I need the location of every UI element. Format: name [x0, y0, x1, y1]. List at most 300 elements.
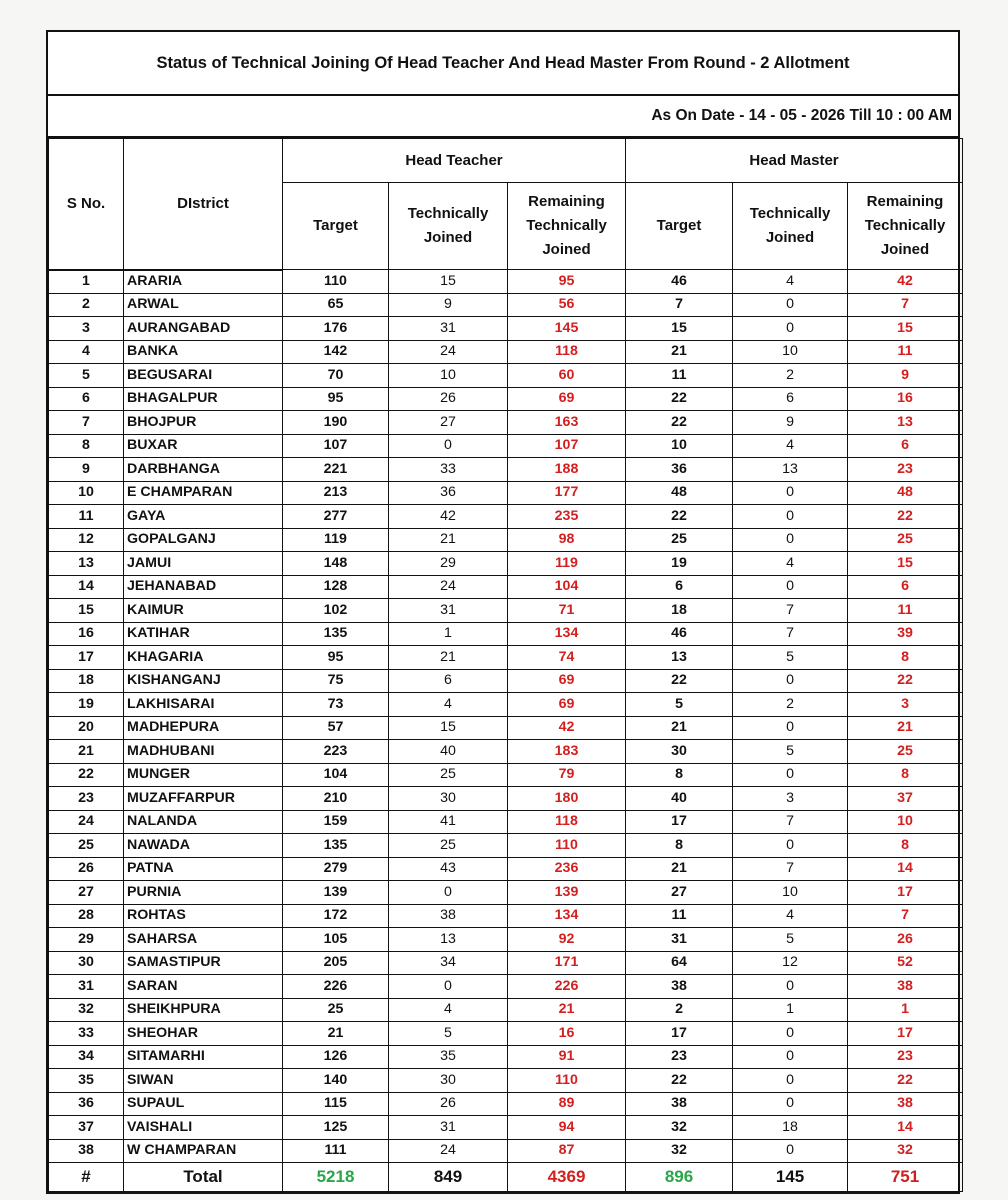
- cell-hm-remaining: 16: [848, 387, 963, 411]
- cell-hm-target: 22: [626, 411, 733, 435]
- table-row: [49, 1022, 963, 1046]
- table-row: [49, 575, 963, 599]
- cell-hm-target: 2: [626, 998, 733, 1022]
- cell-hm-joined: 6: [733, 387, 848, 411]
- cell-sno: 2: [49, 293, 124, 317]
- table-row: [49, 810, 963, 834]
- cell-ht-remaining: 171: [508, 951, 626, 975]
- header-ht-remaining-line3: Joined: [542, 241, 591, 258]
- cell-hm-joined: 0: [733, 505, 848, 529]
- cell-ht-target: 140: [283, 1069, 389, 1093]
- cell-ht-target: 279: [283, 857, 389, 881]
- cell-hm-target: 22: [626, 387, 733, 411]
- cell-ht-joined: 35: [389, 1045, 508, 1069]
- cell-sno: 4: [49, 340, 124, 364]
- cell-hm-remaining: 13: [848, 411, 963, 435]
- cell-hm-joined: 7: [733, 622, 848, 646]
- header-district: DIstrict: [124, 139, 283, 270]
- total-hm-target: 896: [626, 1163, 733, 1192]
- total-label: Total: [124, 1163, 283, 1192]
- cell-hm-remaining: 42: [848, 270, 963, 294]
- table-row: [49, 411, 963, 435]
- cell-hm-joined: 7: [733, 810, 848, 834]
- cell-hm-remaining: 39: [848, 622, 963, 646]
- cell-hm-target: 5: [626, 693, 733, 717]
- cell-hm-joined: 0: [733, 834, 848, 858]
- cell-hm-target: 48: [626, 481, 733, 505]
- cell-hm-joined: 0: [733, 293, 848, 317]
- cell-hm-target: 6: [626, 575, 733, 599]
- cell-district: GOPALGANJ: [124, 528, 283, 552]
- cell-ht-joined: 0: [389, 434, 508, 458]
- cell-hm-remaining: 15: [848, 317, 963, 341]
- cell-hm-target: 21: [626, 340, 733, 364]
- cell-ht-target: 226: [283, 975, 389, 999]
- table-row: [49, 646, 963, 670]
- cell-ht-joined: 42: [389, 505, 508, 529]
- cell-ht-target: 176: [283, 317, 389, 341]
- cell-hm-joined: 9: [733, 411, 848, 435]
- cell-hm-target: 17: [626, 810, 733, 834]
- cell-hm-remaining: 22: [848, 505, 963, 529]
- cell-ht-joined: 40: [389, 740, 508, 764]
- header-ht-joined: [389, 183, 508, 270]
- cell-ht-remaining: 180: [508, 787, 626, 811]
- cell-sno: 20: [49, 716, 124, 740]
- cell-sno: 38: [49, 1139, 124, 1163]
- table-row: [49, 505, 963, 529]
- cell-hm-target: 22: [626, 505, 733, 529]
- table-row: [49, 998, 963, 1022]
- cell-hm-target: 25: [626, 528, 733, 552]
- table-row: [49, 928, 963, 952]
- cell-hm-joined: 0: [733, 317, 848, 341]
- header-hm-remaining-line1: Remaining: [866, 193, 944, 210]
- cell-ht-joined: 24: [389, 1139, 508, 1163]
- cell-hm-remaining: 25: [848, 740, 963, 764]
- header-ht-joined-line2: Joined: [423, 229, 473, 246]
- table-row: [49, 834, 963, 858]
- cell-hm-remaining: 6: [848, 575, 963, 599]
- cell-ht-joined: 29: [389, 552, 508, 576]
- cell-district: SARAN: [124, 975, 283, 999]
- cell-ht-remaining: 79: [508, 763, 626, 787]
- cell-hm-target: 64: [626, 951, 733, 975]
- table-row: [49, 740, 963, 764]
- table-row: [49, 293, 963, 317]
- cell-ht-remaining: 107: [508, 434, 626, 458]
- table-row: [49, 881, 963, 905]
- cell-hm-target: 32: [626, 1139, 733, 1163]
- cell-ht-joined: 41: [389, 810, 508, 834]
- header-hm-remaining-line2: Technically: [864, 217, 946, 234]
- cell-district: SITAMARHI: [124, 1045, 283, 1069]
- header-sno: S No.: [49, 139, 124, 270]
- cell-ht-joined: 31: [389, 1116, 508, 1140]
- cell-hm-remaining: 11: [848, 599, 963, 623]
- cell-district: BANKA: [124, 340, 283, 364]
- cell-ht-joined: 30: [389, 787, 508, 811]
- cell-ht-joined: 24: [389, 340, 508, 364]
- cell-ht-remaining: 139: [508, 881, 626, 905]
- cell-hm-remaining: 23: [848, 1045, 963, 1069]
- cell-ht-joined: 0: [389, 881, 508, 905]
- cell-district: SAHARSA: [124, 928, 283, 952]
- cell-ht-target: 57: [283, 716, 389, 740]
- cell-ht-target: 172: [283, 904, 389, 928]
- cell-ht-target: 104: [283, 763, 389, 787]
- table-row: [49, 1116, 963, 1140]
- cell-hm-remaining: 15: [848, 552, 963, 576]
- table-body: [49, 270, 963, 1163]
- cell-district: ARWAL: [124, 293, 283, 317]
- cell-sno: 17: [49, 646, 124, 670]
- header-ht-remaining: [508, 183, 626, 270]
- cell-district: KAIMUR: [124, 599, 283, 623]
- cell-hm-joined: 3: [733, 787, 848, 811]
- cell-ht-remaining: 235: [508, 505, 626, 529]
- cell-hm-joined: 4: [733, 270, 848, 294]
- cell-district: E CHAMPARAN: [124, 481, 283, 505]
- cell-hm-target: 13: [626, 646, 733, 670]
- cell-ht-remaining: 110: [508, 834, 626, 858]
- cell-sno: 35: [49, 1069, 124, 1093]
- cell-ht-remaining: 119: [508, 552, 626, 576]
- page-title: Status of Technical Joining Of Head Teacher And Head Master From Round - 2 Allotment: [48, 32, 958, 96]
- cell-district: KISHANGANJ: [124, 669, 283, 693]
- cell-ht-target: 128: [283, 575, 389, 599]
- cell-ht-remaining: 74: [508, 646, 626, 670]
- cell-sno: 27: [49, 881, 124, 905]
- cell-ht-joined: 9: [389, 293, 508, 317]
- cell-district: GAYA: [124, 505, 283, 529]
- cell-ht-remaining: 188: [508, 458, 626, 482]
- cell-ht-target: 75: [283, 669, 389, 693]
- total-sno: #: [49, 1163, 124, 1192]
- cell-sno: 15: [49, 599, 124, 623]
- cell-ht-joined: 43: [389, 857, 508, 881]
- cell-district: BHOJPUR: [124, 411, 283, 435]
- cell-district: VAISHALI: [124, 1116, 283, 1140]
- cell-hm-joined: 0: [733, 528, 848, 552]
- cell-ht-remaining: 177: [508, 481, 626, 505]
- header-hm-joined-line2: Joined: [765, 229, 815, 246]
- cell-ht-target: 73: [283, 693, 389, 717]
- header-ht-remaining-line1: Remaining: [528, 193, 605, 210]
- cell-ht-joined: 38: [389, 904, 508, 928]
- cell-ht-target: 159: [283, 810, 389, 834]
- cell-district: SIWAN: [124, 1069, 283, 1093]
- cell-ht-joined: 6: [389, 669, 508, 693]
- cell-sno: 7: [49, 411, 124, 435]
- cell-ht-joined: 33: [389, 458, 508, 482]
- cell-ht-remaining: 95: [508, 270, 626, 294]
- cell-ht-target: 223: [283, 740, 389, 764]
- cell-sno: 33: [49, 1022, 124, 1046]
- cell-hm-remaining: 22: [848, 669, 963, 693]
- table-row: [49, 904, 963, 928]
- table-row: [49, 1069, 963, 1093]
- cell-hm-joined: 12: [733, 951, 848, 975]
- cell-hm-target: 23: [626, 1045, 733, 1069]
- header-hm-remaining: [848, 183, 963, 270]
- cell-ht-joined: 31: [389, 317, 508, 341]
- cell-ht-joined: 1: [389, 622, 508, 646]
- cell-ht-target: 111: [283, 1139, 389, 1163]
- cell-district: MUNGER: [124, 763, 283, 787]
- cell-ht-joined: 15: [389, 270, 508, 294]
- cell-sno: 36: [49, 1092, 124, 1116]
- cell-ht-remaining: 163: [508, 411, 626, 435]
- cell-ht-joined: 26: [389, 387, 508, 411]
- cell-hm-target: 40: [626, 787, 733, 811]
- cell-ht-remaining: 104: [508, 575, 626, 599]
- cell-sno: 26: [49, 857, 124, 881]
- cell-hm-joined: 5: [733, 928, 848, 952]
- cell-ht-target: 110: [283, 270, 389, 294]
- cell-ht-joined: 25: [389, 834, 508, 858]
- cell-sno: 9: [49, 458, 124, 482]
- cell-district: BHAGALPUR: [124, 387, 283, 411]
- cell-hm-joined: 13: [733, 458, 848, 482]
- cell-hm-joined: 18: [733, 1116, 848, 1140]
- cell-hm-remaining: 14: [848, 1116, 963, 1140]
- cell-sno: 13: [49, 552, 124, 576]
- cell-hm-target: 8: [626, 763, 733, 787]
- header-hm-remaining-line3: Joined: [880, 241, 930, 258]
- status-sheet: [46, 30, 960, 1194]
- cell-sno: 3: [49, 317, 124, 341]
- cell-ht-joined: 27: [389, 411, 508, 435]
- cell-ht-remaining: 92: [508, 928, 626, 952]
- table-row: [49, 1045, 963, 1069]
- cell-ht-target: 70: [283, 364, 389, 388]
- cell-hm-target: 46: [626, 622, 733, 646]
- cell-ht-remaining: 118: [508, 340, 626, 364]
- table-row: [49, 434, 963, 458]
- cell-ht-remaining: 98: [508, 528, 626, 552]
- cell-sno: 24: [49, 810, 124, 834]
- cell-ht-target: 221: [283, 458, 389, 482]
- cell-ht-remaining: 94: [508, 1116, 626, 1140]
- header-hm-target-label: Target: [656, 217, 702, 234]
- cell-sno: 18: [49, 669, 124, 693]
- cell-district: JEHANABAD: [124, 575, 283, 599]
- cell-hm-target: 7: [626, 293, 733, 317]
- cell-hm-joined: 0: [733, 1092, 848, 1116]
- cell-hm-target: 38: [626, 975, 733, 999]
- cell-sno: 1: [49, 270, 124, 294]
- cell-hm-target: 10: [626, 434, 733, 458]
- cell-district: MADHUBANI: [124, 740, 283, 764]
- cell-hm-joined: 4: [733, 552, 848, 576]
- cell-ht-remaining: 69: [508, 693, 626, 717]
- cell-hm-remaining: 22: [848, 1069, 963, 1093]
- cell-hm-joined: 4: [733, 904, 848, 928]
- cell-hm-joined: 0: [733, 716, 848, 740]
- cell-ht-target: 213: [283, 481, 389, 505]
- cell-ht-joined: 4: [389, 693, 508, 717]
- cell-ht-remaining: 236: [508, 857, 626, 881]
- cell-ht-joined: 10: [389, 364, 508, 388]
- cell-sno: 30: [49, 951, 124, 975]
- cell-ht-target: 148: [283, 552, 389, 576]
- cell-sno: 25: [49, 834, 124, 858]
- table-row: [49, 481, 963, 505]
- cell-ht-remaining: 87: [508, 1139, 626, 1163]
- cell-sno: 28: [49, 904, 124, 928]
- cell-ht-remaining: 16: [508, 1022, 626, 1046]
- cell-hm-remaining: 7: [848, 293, 963, 317]
- cell-hm-joined: 2: [733, 693, 848, 717]
- cell-hm-remaining: 3: [848, 693, 963, 717]
- cell-hm-target: 17: [626, 1022, 733, 1046]
- cell-ht-target: 95: [283, 387, 389, 411]
- cell-hm-remaining: 17: [848, 881, 963, 905]
- table-row: [49, 1092, 963, 1116]
- cell-hm-remaining: 37: [848, 787, 963, 811]
- cell-hm-remaining: 23: [848, 458, 963, 482]
- cell-ht-remaining: 145: [508, 317, 626, 341]
- cell-hm-remaining: 8: [848, 646, 963, 670]
- table-row: [49, 340, 963, 364]
- cell-hm-remaining: 38: [848, 1092, 963, 1116]
- cell-ht-remaining: 134: [508, 904, 626, 928]
- cell-district: MADHEPURA: [124, 716, 283, 740]
- total-ht-joined: 849: [389, 1163, 508, 1192]
- cell-ht-joined: 15: [389, 716, 508, 740]
- cell-hm-joined: 2: [733, 364, 848, 388]
- cell-hm-target: 30: [626, 740, 733, 764]
- cell-ht-remaining: 42: [508, 716, 626, 740]
- table-row: [49, 528, 963, 552]
- cell-ht-target: 277: [283, 505, 389, 529]
- table-row: [49, 763, 963, 787]
- cell-ht-joined: 4: [389, 998, 508, 1022]
- cell-district: PATNA: [124, 857, 283, 881]
- cell-sno: 37: [49, 1116, 124, 1140]
- cell-hm-target: 32: [626, 1116, 733, 1140]
- cell-ht-joined: 5: [389, 1022, 508, 1046]
- table-row: [49, 387, 963, 411]
- table-row: [49, 270, 963, 294]
- table-row: [49, 857, 963, 881]
- cell-hm-joined: 0: [733, 575, 848, 599]
- table-row: [49, 951, 963, 975]
- cell-district: ROHTAS: [124, 904, 283, 928]
- cell-hm-joined: 10: [733, 881, 848, 905]
- header-group-head-master: Head Master: [626, 139, 963, 183]
- cell-ht-remaining: 69: [508, 387, 626, 411]
- cell-hm-joined: 4: [733, 434, 848, 458]
- cell-sno: 34: [49, 1045, 124, 1069]
- cell-sno: 14: [49, 575, 124, 599]
- cell-ht-joined: 34: [389, 951, 508, 975]
- cell-hm-joined: 7: [733, 599, 848, 623]
- table-row: [49, 716, 963, 740]
- cell-district: MUZAFFARPUR: [124, 787, 283, 811]
- cell-hm-remaining: 48: [848, 481, 963, 505]
- cell-ht-target: 126: [283, 1045, 389, 1069]
- cell-ht-target: 65: [283, 293, 389, 317]
- cell-district: PURNIA: [124, 881, 283, 905]
- cell-sno: 29: [49, 928, 124, 952]
- as-on-date: As On Date - 14 - 05 - 2026 Till 10 : 00 AM: [48, 96, 958, 138]
- cell-sno: 8: [49, 434, 124, 458]
- cell-district: SUPAUL: [124, 1092, 283, 1116]
- cell-ht-joined: 21: [389, 646, 508, 670]
- cell-ht-joined: 24: [389, 575, 508, 599]
- cell-ht-target: 25: [283, 998, 389, 1022]
- cell-ht-target: 210: [283, 787, 389, 811]
- cell-hm-target: 46: [626, 270, 733, 294]
- cell-ht-remaining: 60: [508, 364, 626, 388]
- cell-hm-target: 18: [626, 599, 733, 623]
- header-hm-joined-line1: Technically: [749, 205, 831, 222]
- cell-ht-target: 105: [283, 928, 389, 952]
- cell-ht-target: 95: [283, 646, 389, 670]
- cell-district: NAWADA: [124, 834, 283, 858]
- cell-ht-target: 190: [283, 411, 389, 435]
- cell-district: W CHAMPARAN: [124, 1139, 283, 1163]
- cell-ht-remaining: 56: [508, 293, 626, 317]
- cell-ht-target: 107: [283, 434, 389, 458]
- cell-ht-joined: 0: [389, 975, 508, 999]
- cell-district: JAMUI: [124, 552, 283, 576]
- cell-hm-remaining: 10: [848, 810, 963, 834]
- total-row: [49, 1163, 963, 1192]
- cell-district: SHEIKHPURA: [124, 998, 283, 1022]
- cell-ht-target: 119: [283, 528, 389, 552]
- cell-ht-target: 205: [283, 951, 389, 975]
- cell-hm-target: 11: [626, 904, 733, 928]
- cell-sno: 10: [49, 481, 124, 505]
- cell-hm-remaining: 17: [848, 1022, 963, 1046]
- cell-ht-joined: 25: [389, 763, 508, 787]
- cell-sno: 16: [49, 622, 124, 646]
- cell-hm-joined: 5: [733, 646, 848, 670]
- cell-ht-target: 135: [283, 834, 389, 858]
- cell-hm-joined: 1: [733, 998, 848, 1022]
- cell-ht-remaining: 69: [508, 669, 626, 693]
- cell-sno: 12: [49, 528, 124, 552]
- header-ht-joined-line1: Technically: [407, 205, 489, 222]
- header-group-head-teacher: Head Teacher: [283, 139, 626, 183]
- cell-sno: 23: [49, 787, 124, 811]
- cell-ht-target: 125: [283, 1116, 389, 1140]
- header-ht-target-label: Target: [313, 217, 358, 234]
- cell-ht-target: 115: [283, 1092, 389, 1116]
- cell-hm-target: 38: [626, 1092, 733, 1116]
- cell-ht-remaining: 134: [508, 622, 626, 646]
- table-row: [49, 693, 963, 717]
- cell-hm-remaining: 7: [848, 904, 963, 928]
- cell-hm-joined: 7: [733, 857, 848, 881]
- cell-hm-joined: 5: [733, 740, 848, 764]
- cell-ht-remaining: 71: [508, 599, 626, 623]
- table-row: [49, 317, 963, 341]
- cell-ht-remaining: 110: [508, 1069, 626, 1093]
- cell-hm-remaining: 32: [848, 1139, 963, 1163]
- cell-district: KHAGARIA: [124, 646, 283, 670]
- cell-sno: 5: [49, 364, 124, 388]
- cell-hm-target: 21: [626, 857, 733, 881]
- cell-ht-joined: 21: [389, 528, 508, 552]
- cell-district: LAKHISARAI: [124, 693, 283, 717]
- cell-ht-remaining: 91: [508, 1045, 626, 1069]
- total-ht-remaining: 4369: [508, 1163, 626, 1192]
- header-hm-joined: [733, 183, 848, 270]
